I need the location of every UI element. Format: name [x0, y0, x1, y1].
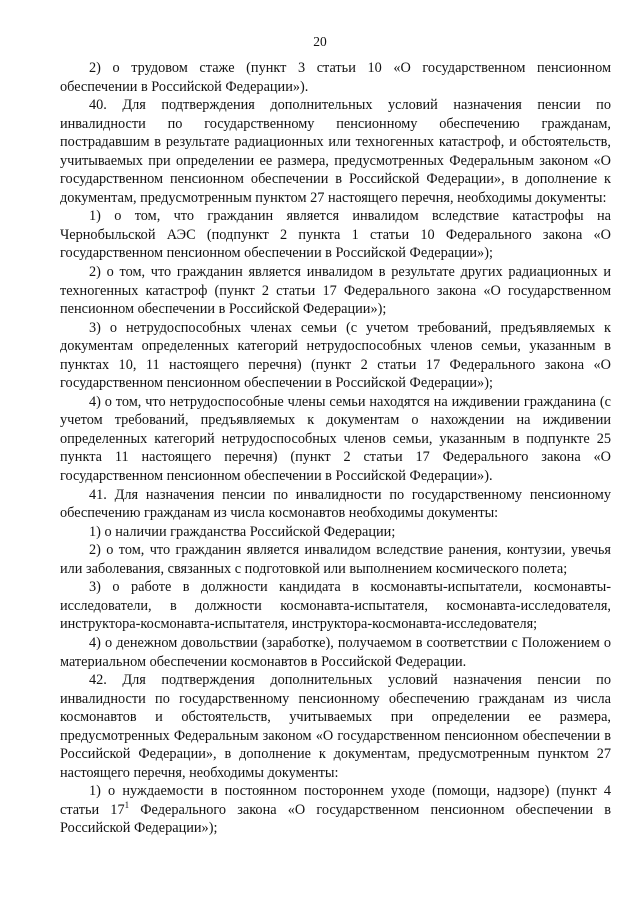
paragraph-5: 3) о нетрудоспособных членах семьи (с учетом требований, предъявляемых к документам определенных категорий нетрудоспособных членов семьи, указанным в пунктах 10, 11 настоящего перечня) (пункт 2 статьи 17 Федерального закона «О государственном пенсионном обеспечении в Российской Федерации»); [60, 319, 611, 392]
paragraph-11: 4) о денежном довольствии (заработке), получаемом в соответствии с Положением о материальном обеспечении космонавтов в Российской Федерации. [60, 634, 611, 670]
paragraph-1: 2) о трудовом стаже (пункт 3 статьи 10 «О государственном пенсионном обеспечении в Российской Федерации»). [60, 60, 611, 95]
paragraph-10: 3) о работе в должности кандидата в космонавты-испытатели, космонавты-исследователи, в должности космонавта-испытателя, космонавта-исследователя, инструктора-космонавта-испытателя, инструктора-космонавта-исследователя; [60, 579, 611, 633]
paragraph-9: 2) о том, что гражданин является инвалидом вследствие ранения, контузии, увечья или заболевания, связанных с подготовкой или выполнением космического полета; [60, 542, 611, 577]
paragraph-2: 40. Для подтверждения дополнительных условий назначения пенсии по инвалидности по государственному пенсионному обеспечению гражданам, пострадавшим в результате радиационных или техногенных катастроф, и обстоятельств, учитываемых при определении ее размера, предусмотренных Федеральным законом «О государственном пенсионном обеспечении в Российской Федерации», в дополнение к документам, предусмотренным пунктом 27 настоящего перечня, необходимы документы: [60, 97, 611, 206]
paragraph-12: 42. Для подтверждения дополнительных условий назначения пенсии по инвалидности по государственному пенсионному обеспечению гражданам из числа космонавтов и обстоятельств, учитываемых при определении ее размера, предусмотренных Федеральным законом «О государственном пенсионном обеспечении в Российской Федерации», в дополнение к документам, предусмотренным пунктом 27 настоящего перечня, необходимы документы: [60, 672, 611, 781]
paragraph-8: 1) о наличии гражданства Российской Федерации; [89, 523, 396, 540]
paragraph-13 [60, 782, 611, 838]
paragraph-13-end: Федерального закона «О государственном пенсионном обеспечении в Российской Федерации»); [60, 801, 611, 837]
superscript-index: 1 [124, 800, 130, 811]
page-number: 20 [313, 34, 327, 49]
paragraph-3: 1) о том, что гражданин является инвалидом вследствие катастрофы на Чернобыльской АЭС (подпункт 2 пункта 1 статьи 10 Федерального закона «О государственном пенсионном обеспечении в Российской Федерации»); [60, 208, 611, 262]
paragraph-6: 4) о том, что нетрудоспособные члены семьи находятся на иждивении гражданина (с учетом требований, предъявляемых к документам о нахождении на иждивении определенных категорий нетрудоспособных членов семьи, указанным в подпункте 25 пункта 11 настоящего перечня) (пункт 2 статьи 17 Федерального закона «О государственном пенсионном обеспечении в Российской Федерации»). [60, 393, 611, 485]
paragraph-13-start: 1) о нуждаемости в постоянном постороннем уходе (помощи, надзоре) (пункт 4 статьи 17 [60, 783, 611, 818]
document-body [60, 59, 611, 838]
paragraph-4: 2) о том, что гражданин является инвалидом в результате других радиационных и техногенных катастроф (пункт 2 статьи 17 Федерального закона «О государственном пенсионном обеспечении в Российской Федерации»); [60, 264, 611, 318]
paragraph-7: 41. Для назначения пенсии по инвалидности по государственному пенсионному обеспечению гражданам из числа космонавтов необходимы документы: [60, 486, 611, 522]
